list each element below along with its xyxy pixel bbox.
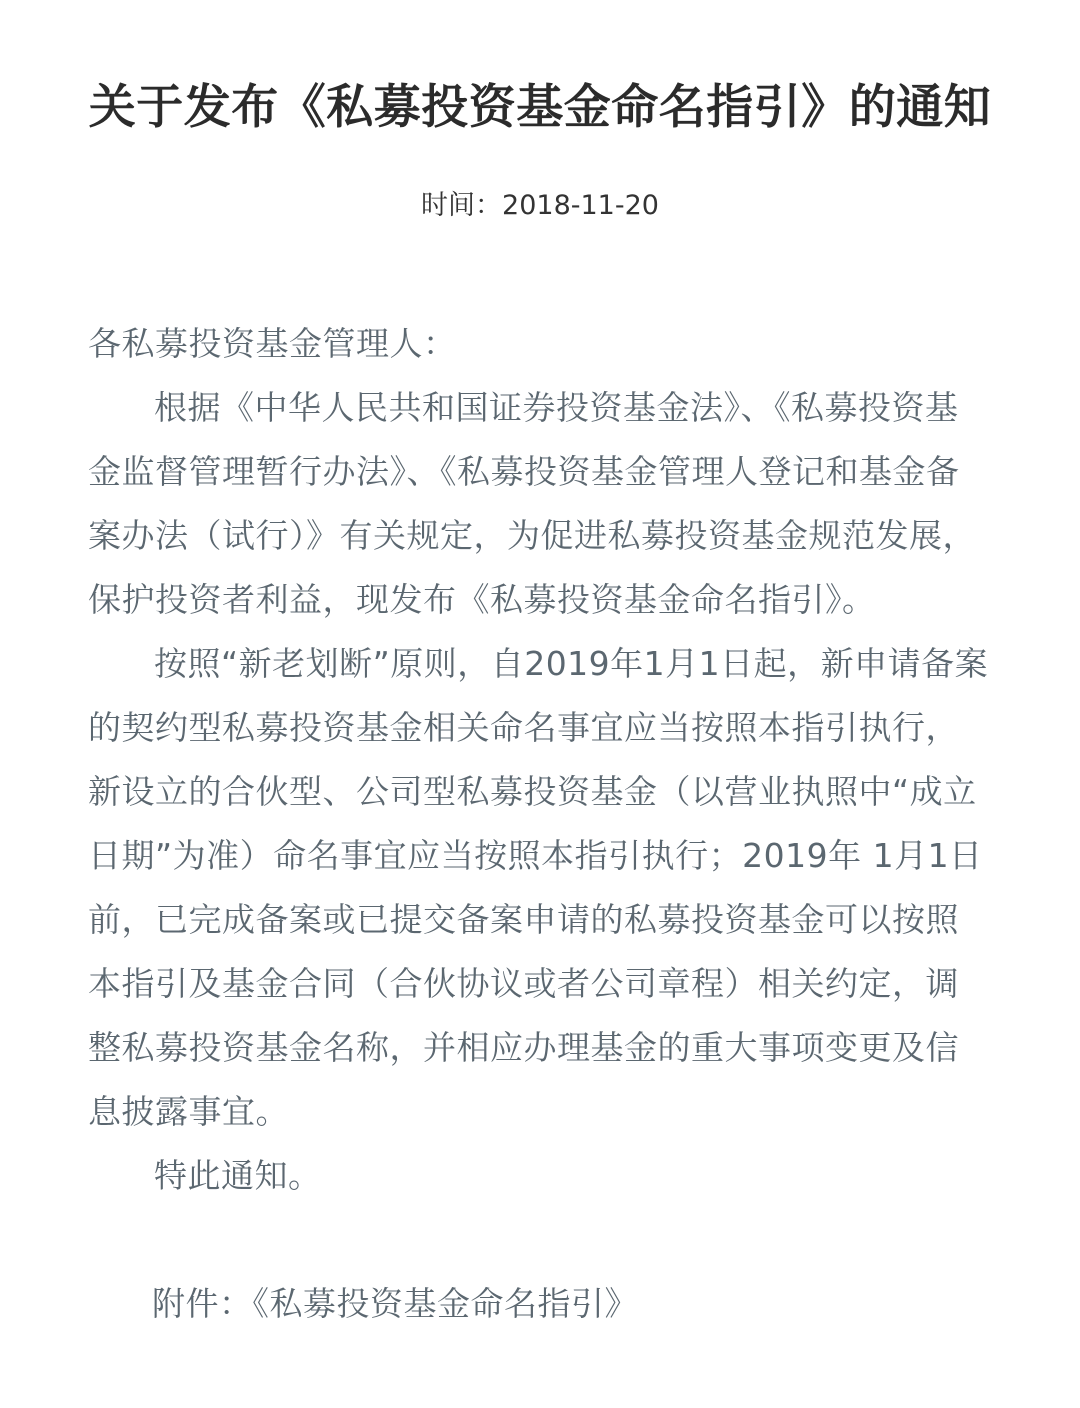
attachment-label: 附件： xyxy=(152,1284,253,1323)
date-label: 时间： xyxy=(421,190,503,221)
salutation: 各私募投资基金管理人： xyxy=(88,324,457,363)
publish-date xyxy=(0,186,1080,226)
page-title: 关于发布《私募投资基金命名指引》的通知 xyxy=(88,80,992,136)
attachment-link[interactable]: 《私募投资基金命名指引》 xyxy=(252,1284,638,1323)
date-value: 2018-11-20 xyxy=(502,190,659,221)
notice-body xyxy=(88,312,990,1336)
paragraph-basis: 根据《中华人民共和国证券投资基金法》、《私募投资基金监督管理暂行办法》、《私募投资基金管理人登记和基金备案办法（试行）》有关规定，为促进私募投资基金规范发展，保护投资者利益，现发布《私募投资基金命名指引》。 xyxy=(88,388,976,619)
paragraph-rules: 按照“新老划断”原则，自2019年1月1日起，新申请备案的契约型私募投资基金相关命名事宜应当按照本指引执行，新设立的合伙型、公司型私募投资基金（以营业执照中“成立日期”为准）命名事宜应当按照本指引执行；2019年 1月1日前，已完成备案或已提交备案申请的私募投资基金可以按照本指引及基金合同（合伙协议或者公司章程）相关约定，调整私募投资基金名称，并相应办理基金的重大事项变更及信息披露事宜。 xyxy=(88,644,989,1131)
attachment-line xyxy=(88,1272,990,1336)
paragraph-closing: 特此通知。 xyxy=(154,1156,322,1195)
